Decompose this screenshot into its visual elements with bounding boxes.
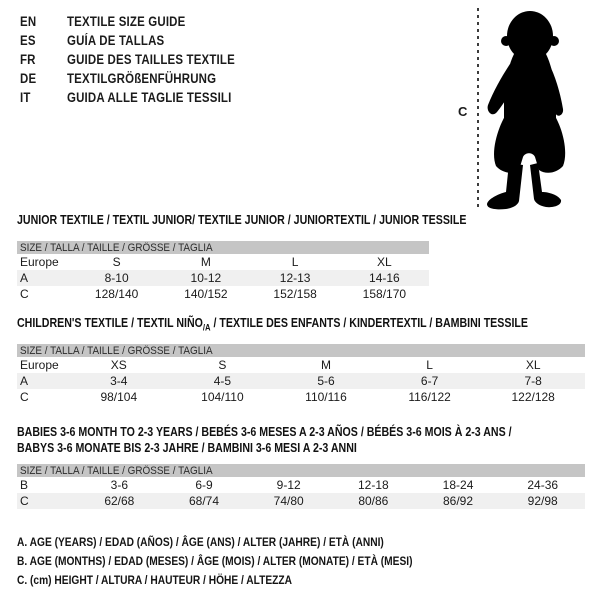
cell: 128/140 [94,287,139,301]
junior-size-table [17,241,429,302]
table-row-c [17,389,585,405]
footnote-b-text: B. AGE (MONTHS) / EDAD (MESES) / ÂGE (MOIS) / ALTER (MONATE) / ETÀ (MESI) [17,554,413,568]
lang-code [20,90,67,105]
babies-title-line2: BABYS 3-6 MONATE BIS 2-3 JAHRE / BAMBINI 3-6 MESI A 2-3 ANNI [17,441,357,455]
cell: 62/68 [104,494,135,508]
cell: 158/170 [362,287,407,301]
lang-title-text: GUIDE DES TAILLES TEXTILE [67,52,235,67]
lang-code-text: FR [20,52,36,67]
cell: 86/92 [443,494,474,508]
lang-code-text: EN [20,14,37,29]
lang-code [20,71,67,86]
cell: 74/80 [273,494,304,508]
cell: 110/116 [305,390,347,404]
cell: 14-16 [369,271,400,285]
cell: L [291,255,299,269]
lang-title-text: GUIDA ALLE TAGLIE TESSILI [67,90,232,105]
lang-row-fr [20,50,265,69]
height-label-c: C [458,104,468,119]
row-label: C [20,494,29,508]
lang-title [67,90,261,105]
lang-title [67,71,243,86]
cell: XL [525,358,541,372]
cell: 5-6 [317,374,335,388]
cell: M [200,255,211,269]
cell: 98/104 [100,390,138,404]
table-row-a [17,270,429,286]
table-row-europe [17,357,585,373]
cell: S [218,358,227,372]
cell: M [320,358,331,372]
cell: 6-7 [420,374,439,388]
lang-code [20,14,67,29]
lang-row-en [20,12,265,31]
baby-silhouette [483,8,575,210]
cell: 152/158 [273,287,317,301]
height-reference-figure [450,0,600,220]
footnote-c-text: C. (cm) HEIGHT / ALTURA / HAUTEUR / HÖHE / ALTEZZA [17,573,293,587]
cell: L [426,358,433,372]
cell: 116/122 [408,390,451,404]
size-header-label: SIZE / TALLA / TAILLE / GRÖSSE / TAGLIA [20,344,213,357]
lang-code [20,33,67,48]
cell: 80/86 [358,494,389,508]
table-row-c [17,286,429,302]
cell: XL [377,255,392,269]
lang-row-es [20,31,265,50]
row-label: B [20,478,29,492]
children-title-text [17,316,528,333]
children-title-prefix: CHILDREN'S TEXTILE / TEXTIL NIÑO [17,316,203,330]
cell: 140/152 [184,287,228,301]
size-header-bar [17,464,585,477]
size-header-label: SIZE / TALLA / TAILLE / GRÖSSE / TAGLIA [20,464,213,477]
babies-section-title [17,424,599,456]
junior-section-title [17,213,546,227]
row-label: C [20,390,29,404]
table-row-b [17,477,585,493]
lang-title [67,14,206,29]
cell: 7-8 [524,374,542,388]
footnote-b [17,552,482,571]
height-dotted-line [477,8,479,210]
row-label: C [20,287,29,301]
junior-title-text: JUNIOR TEXTILE / TEXTIL JUNIOR/ TEXTILE JUNIOR / JUNIORTEXTIL / JUNIOR TESSILE [17,213,467,227]
footnote-a [17,533,482,552]
lang-title [67,52,265,67]
row-label: A [20,271,29,285]
table-row-a [17,373,585,389]
lang-code-text: DE [20,71,37,86]
row-label: A [20,374,29,388]
lang-code-text: IT [20,90,31,105]
cell: 3-6 [110,478,128,492]
cell: S [112,255,121,269]
footnotes [17,533,482,590]
cell: 68/74 [188,494,220,508]
lang-row-de [20,69,265,88]
table-row-europe [17,254,429,270]
row-label: Europe [20,255,59,269]
table-row-c [17,493,585,509]
cell: 3-4 [110,374,128,388]
children-size-table [17,344,585,405]
footnote-a-text: A. AGE (YEARS) / EDAD (AÑOS) / ÂGE (ANS) / ALTER (JAHRE) / ETÀ (ANNI) [17,535,384,549]
lang-title [67,33,182,48]
row-label: Europe [20,358,59,372]
cell: 122/128 [511,390,555,404]
cell: 10-12 [190,271,222,285]
cell: 9-12 [276,478,301,492]
size-header-bar [17,344,585,357]
cell: 12-18 [358,478,389,492]
cell: 8-10 [104,271,129,285]
cell: 92/98 [527,494,558,508]
lang-title-text: GUÍA DE TALLAS [67,33,165,48]
cell: 12-13 [279,271,311,285]
lang-code [20,52,67,67]
cell: 18-24 [442,478,474,492]
language-title-list [20,12,265,107]
babies-size-table [17,464,585,509]
cell: 104/110 [201,390,244,404]
lang-title-text: TEXTILGRÖßENFÜHRUNG [67,71,217,86]
size-header-bar [17,241,429,254]
lang-title-text: TEXTILE SIZE GUIDE [67,14,186,29]
cell: 4-5 [213,374,232,388]
size-header-label: SIZE / TALLA / TAILLE / GRÖSSE / TAGLIA [20,241,213,254]
footnote-c [17,571,482,590]
children-section-title [17,316,600,333]
children-title-sub: /A [202,322,211,333]
lang-row-it [20,88,265,107]
cell: 24-36 [527,478,559,492]
lang-code-text: ES [20,33,36,48]
children-title-suffix: / TEXTILE DES ENFANTS / KINDERTEXTIL / BAMBINI TESSILE [210,316,528,330]
babies-title-line1: BABIES 3-6 MONTH TO 2-3 YEARS / BEBÉS 3-6 MESES A 2-3 AÑOS / BÉBÉS 3-6 MOIS À 2-3 ANS / [17,425,512,439]
cell: 6-9 [195,478,213,492]
cell: XS [110,358,127,372]
